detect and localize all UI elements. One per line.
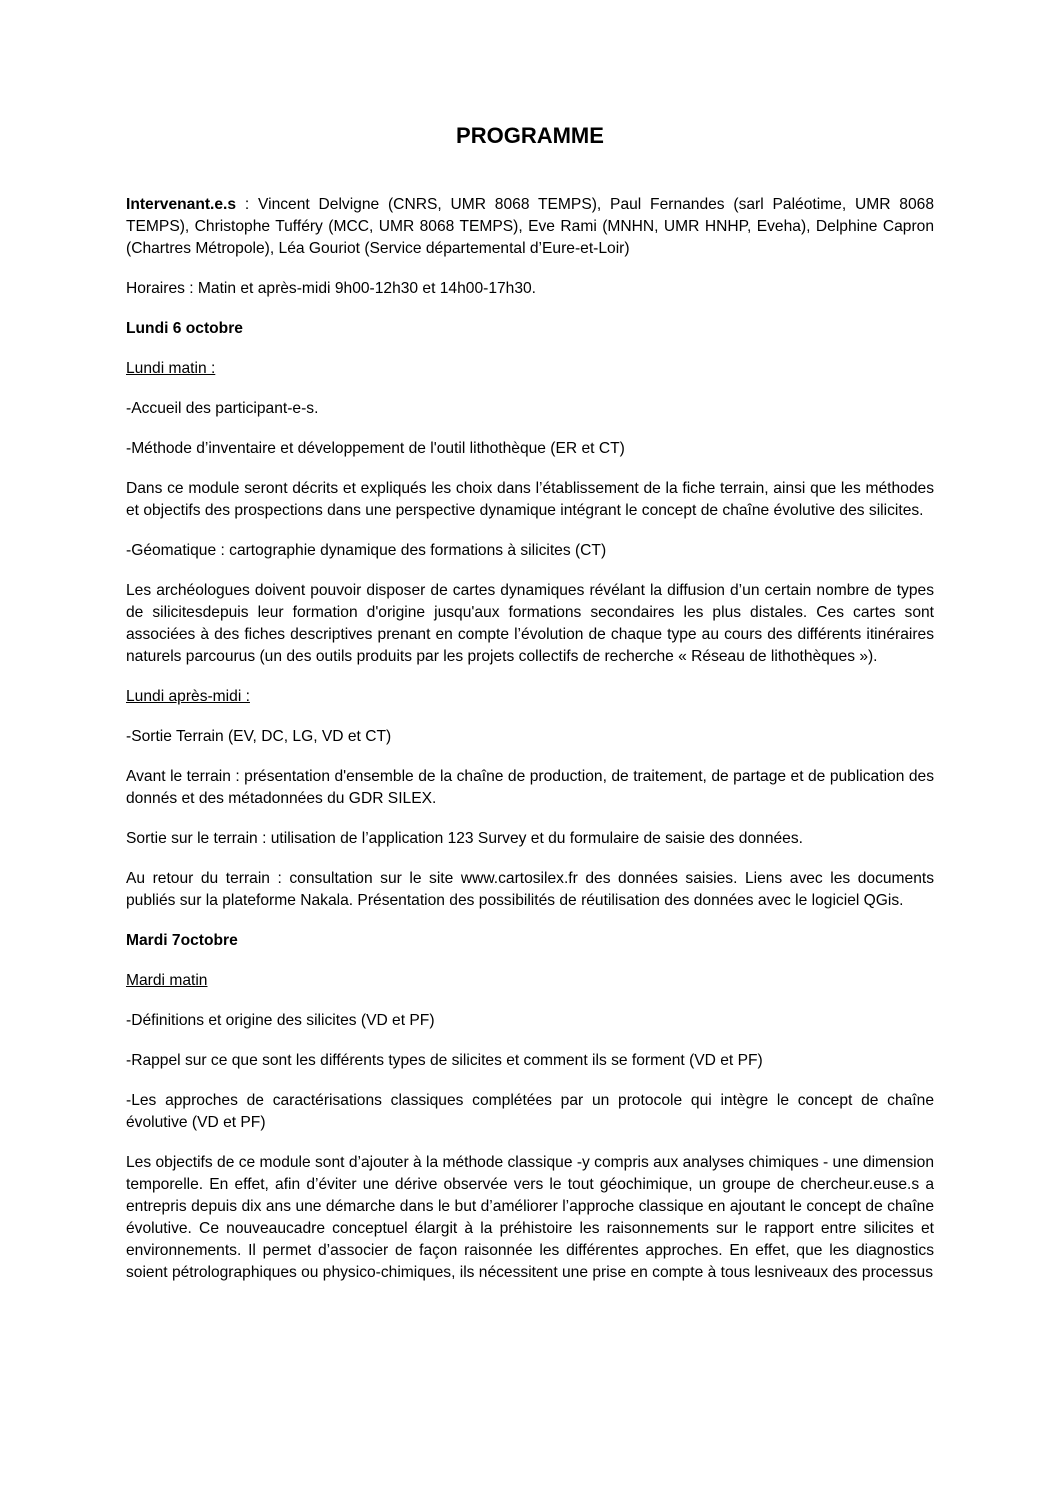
sortie-sur-terrain-paragraph: Sortie sur le terrain : utilisation de l’application 123 Survey et du formulaire de saisie des données. [126,830,803,847]
avant-terrain-paragraph: Avant le terrain : présentation d'ensemble de la chaîne de production, de traitement, de partage et de publication des donnés et des métadonnées du GDR SILEX. [126,768,934,807]
page-title: PROGRAMME [456,123,604,148]
intervenants-paragraph [126,194,934,260]
horaires-line: Horaires : Matin et après-midi 9h00-12h30 et 14h00-17h30. [126,280,537,297]
list-item-accueil: -Accueil des participant-e-s. [126,400,319,417]
list-item-sortie-terrain: -Sortie Terrain (EV, DC, LG, VD et CT) [126,728,392,745]
intervenants-label: Intervenant.e.s [126,196,237,213]
mardi-heading: Mardi 7octobre [126,932,238,949]
lundi-matin-subheading [126,358,934,380]
retour-terrain-paragraph: Au retour du terrain : consultation sur le site www.cartosilex.fr des données saisies. Liens avec les documents publiés sur la plateforme Nakala. Présentation des possibilités de réutilisation des données avec le logiciel QGis. [126,870,934,909]
intervenants-text: : Vincent Delvigne (CNRS, UMR 8068 TEMPS), Paul Fernandes (sarl Paléotime, UMR 8068 TEMPS), Christophe Tufféry (MCC, UMR 8068 TEMPS), Eve Rami (MNHN, UMR HNHP, Eveha), Delphine Capron (Chartres Métropole), Léa Gouriot (Service départemental d’Eure-et-Loir) [126,196,934,257]
geomatique-description: Les archéologues doivent pouvoir disposer de cartes dynamiques révélant la diffusion d’un certain nombre de types de silicitesdepuis leur formation d'origine jusqu'aux formations secondaires les plus distales. Ces cartes sont associées à des fiches descriptives prenant en compte l’évolution de chaque type au cours des différents itinéraires naturels parcourus (un des outils produits par les projets collectifs de recherche « Réseau de lithothèques »). [126,582,934,665]
module-description: Dans ce module seront décrits et expliqués les choix dans l’établissement de la fiche terrain, ainsi que les méthodes et objectifs des prospections dans une perspective dynamique intégrant le concept de chaîne évolutive des silicites. [126,480,934,519]
list-item-approches: -Les approches de caractérisations classiques complétées par un protocole qui intègre le concept de chaîne évolutive (VD et PF) [126,1092,934,1131]
lundi-apresmidi-subheading [126,686,934,708]
lundi-heading: Lundi 6 octobre [126,320,243,337]
list-item-methode: -Méthode d’inventaire et développement de l'outil lithothèque (ER et CT) [126,440,625,457]
list-item-rappel: -Rappel sur ce que sont les différents types de silicites et comment ils se forment (VD et PF) [126,1052,763,1069]
lundi-apresmidi-label: Lundi après-midi : [126,688,250,705]
mardi-matin-label: Mardi matin [126,972,208,989]
mardi-matin-subheading [126,970,934,992]
list-item-geomatique: -Géomatique : cartographie dynamique des formations à silicites (CT) [126,542,607,559]
list-item-definitions: -Définitions et origine des silicites (VD et PF) [126,1012,435,1029]
objectifs-paragraph: Les objectifs de ce module sont d’ajouter à la méthode classique -y compris aux analyses chimiques - une dimension temporelle. En effet, afin d’éviter une dérive observée vers le tout géochimique, un groupe de chercheur.euse.s a entrepris depuis dix ans une démarche dans le but d’améliorer l’approche classique en ajoutant le concept de chaîne évolutive. Ce nouveaucadre conceptuel élargit à la préhistoire les raisonnements sur le rapport entre silicites et environnements. Il permet d’associer de façon raisonnée les différentes approches. En effet, que les diagnostics soient pétrolographiques ou physico-chimiques, ils nécessitent une prise en compte à tous lesniveaux des processus [126,1154,934,1281]
lundi-matin-label: Lundi matin : [126,360,216,377]
